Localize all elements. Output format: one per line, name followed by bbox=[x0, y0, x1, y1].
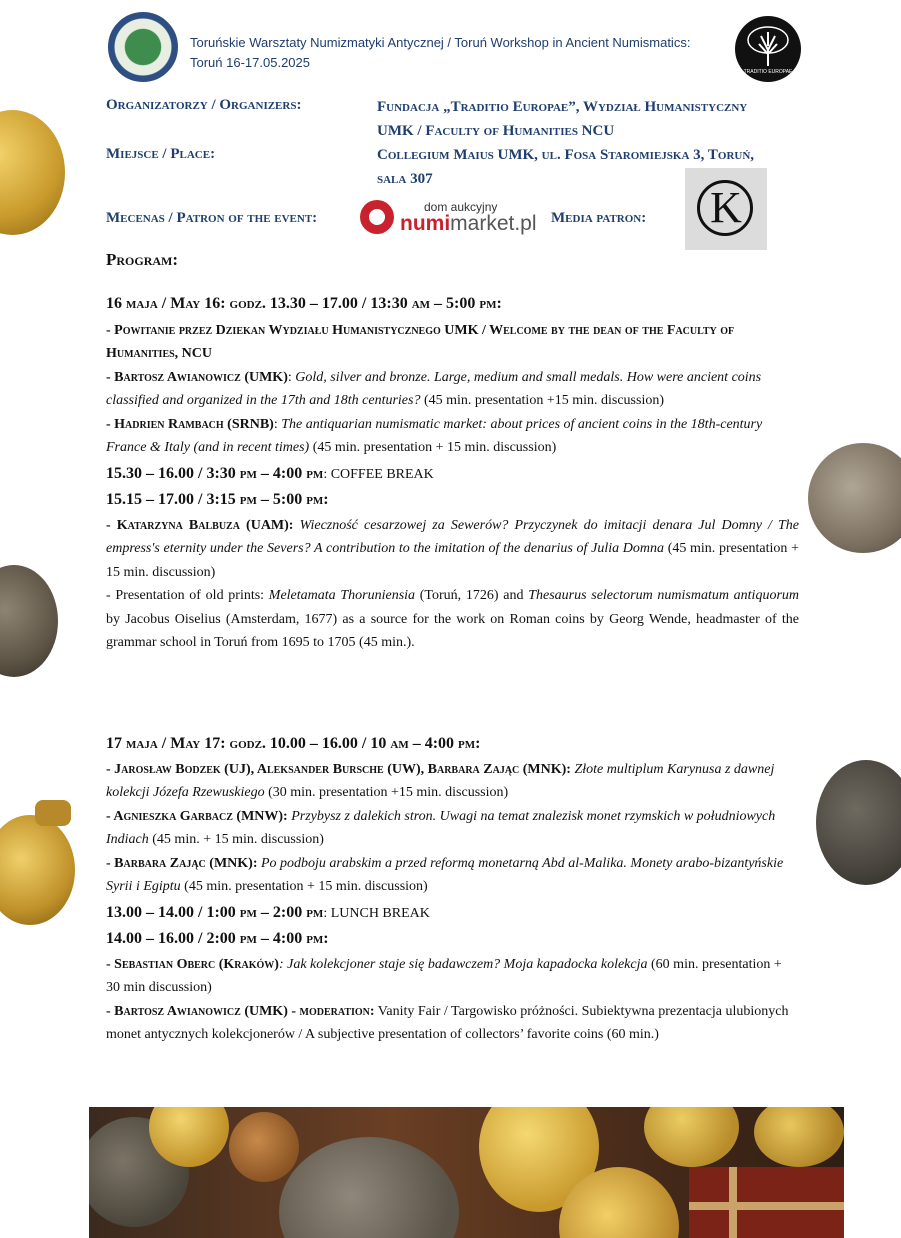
day1-welcome: - Powitanie przez Dziekan Wydziału Humanistycznego UMK / Welcome by the dean of the Faculty of Humanities, NCU bbox=[106, 322, 735, 361]
traditio-logo-caption: TRADITIO EUROPAE bbox=[743, 69, 793, 75]
traditio-europae-logo bbox=[735, 16, 801, 82]
numimarket-icon bbox=[360, 200, 394, 234]
day1-talk4: - Presentation of old prints: Meletamata Thoruniensia (Toruń, 1726) and Thesaurus selectorum numismatum antiquorum by Jacobus Oiselius (Amsterdam, 1677) as a source for the work on Roman coins by Georg Wende, headmaster of the grammar school in Toruń from 1695 to 1705 (45 min.). bbox=[106, 588, 800, 650]
coin-image-top-left bbox=[0, 110, 65, 235]
day2-talk4: - Sebastian Oberc (Kraków): Jak kolekcjoner staje się badawczem? Moja kapadocka kolekcja (60 min. presentation + 30 min discussion) bbox=[106, 956, 782, 995]
day1-coffee-break: 15.30 – 16.00 / 3:30 pm – 4:00 pm: COFFEE BREAK bbox=[106, 464, 434, 482]
day1-talk3: - Katarzyna Balbuza (UAM): Wieczność cesarzowej za Sewerów? Przyczynek do imitacji denara Jul Domny / The empress's eternity under the Severs? A contribution to the imitation of the denarius of Julia Domna (45 min. presentation + 15 min. discussion) bbox=[106, 517, 800, 580]
day2-talk3: - Barbara Zając (MNK): Po podboju arabskim a przed reformą monetarną Abd al-Malika. Monety arabo-bizantyńskie Syrii i Egiptu (45 min. presentation + 15 min. discussion) bbox=[106, 855, 784, 894]
workshop-logo bbox=[108, 12, 178, 82]
day1-talk2: - Hadrien Rambach (SRNB): The antiquarian numismatic market: about prices of ancient coins in the 18th-century France & Italy (and in recent times) (45 min. presentation + 15 min. discussion) bbox=[106, 416, 763, 455]
day2-talk2: - Agnieszka Garbacz (MNW): Przybysz z dalekich stron. Uwagi na temat znalezisk monet rzymskich w południowych Indiach (45 min. + 15 min. discussion) bbox=[106, 808, 776, 847]
day2-section bbox=[106, 732, 799, 1047]
day2-lunch-break: 13.00 – 14.00 / 1:00 pm – 2:00 pm: LUNCH BREAK bbox=[106, 903, 430, 921]
day1-session2-heading: 15.15 – 17.00 / 3:15 pm – 5:00 pm: bbox=[106, 491, 329, 508]
patron-label: Mecenas / Patron of the event: bbox=[106, 210, 318, 226]
media-patron-logo bbox=[685, 168, 767, 250]
media-patron-label: Media patron: bbox=[551, 210, 647, 226]
day2-talk5: - Bartosz Awianowicz (UMK) - moderation: Vanity Fair / Targowisko próżności. Subiektywna prezentacja ulubionych monet antycznych kolekcjonerów / A subjective presentation of collectors’ favorite coins (60 min.) bbox=[106, 1003, 789, 1042]
header-title bbox=[190, 33, 690, 73]
place-label: Miejsce / Place: bbox=[106, 146, 216, 162]
day1-talk1: - Bartosz Awianowicz (UMK): Gold, silver and bronze. Large, medium and small medals. How were ancient coins classified and organized in the 17th and 18th centuries? (45 min. presentation +15 min. discussion) bbox=[106, 369, 762, 408]
coin-image-right-julia-domna bbox=[808, 443, 901, 553]
header-title-line1: Toruńskie Warsztaty Numizmatyki Antycznej / Toruń Workshop in Ancient Numismatics: bbox=[190, 35, 691, 50]
coin-image-left-gold-pendant bbox=[0, 815, 75, 925]
organizers-label: Organizatorzy / Organizers: bbox=[106, 97, 302, 113]
program-title: Program: bbox=[106, 250, 179, 269]
day1-heading: 16 maja / May 16: godz. 13.30 – 17.00 / 13:30 am – 5:00 pm: bbox=[106, 295, 502, 312]
coin-image-right-byzantine bbox=[816, 760, 901, 885]
organizers-value: Fundacja „Traditio Europae”, Wydział Humanistyczny UMK / Faculty of Humanities NCU bbox=[377, 99, 748, 139]
day1-section bbox=[106, 292, 799, 655]
media-patron-letter: K bbox=[710, 183, 742, 232]
header-title-line2: Toruń 16-17.05.2025 bbox=[190, 55, 310, 70]
coin-collage-banner bbox=[89, 1107, 844, 1238]
numimarket-logo: dom aukcyjny numimarket.pl bbox=[358, 198, 533, 240]
day2-session2-heading: 14.00 – 16.00 / 2:00 pm – 4:00 pm: bbox=[106, 930, 329, 947]
day2-talk1: - Jarosław Bodzek (UJ), Aleksander Bursche (UW), Barbara Zając (MNK): Złote multiplum Karynusa z dawnej kolekcji Józefa Rzewuskiego (30 min. presentation +15 min. discussion) bbox=[106, 761, 775, 800]
day2-heading: 17 maja / May 17: godz. 10.00 – 16.00 / 10 am – 4:00 pm: bbox=[106, 735, 481, 752]
coin-image-left-bronze bbox=[0, 565, 58, 677]
place-value: Collegium Maius UMK, ul. Fosa Staromiejska 3, Toruń, sala 307 bbox=[377, 147, 755, 187]
coin-pendant-loop bbox=[35, 800, 71, 826]
